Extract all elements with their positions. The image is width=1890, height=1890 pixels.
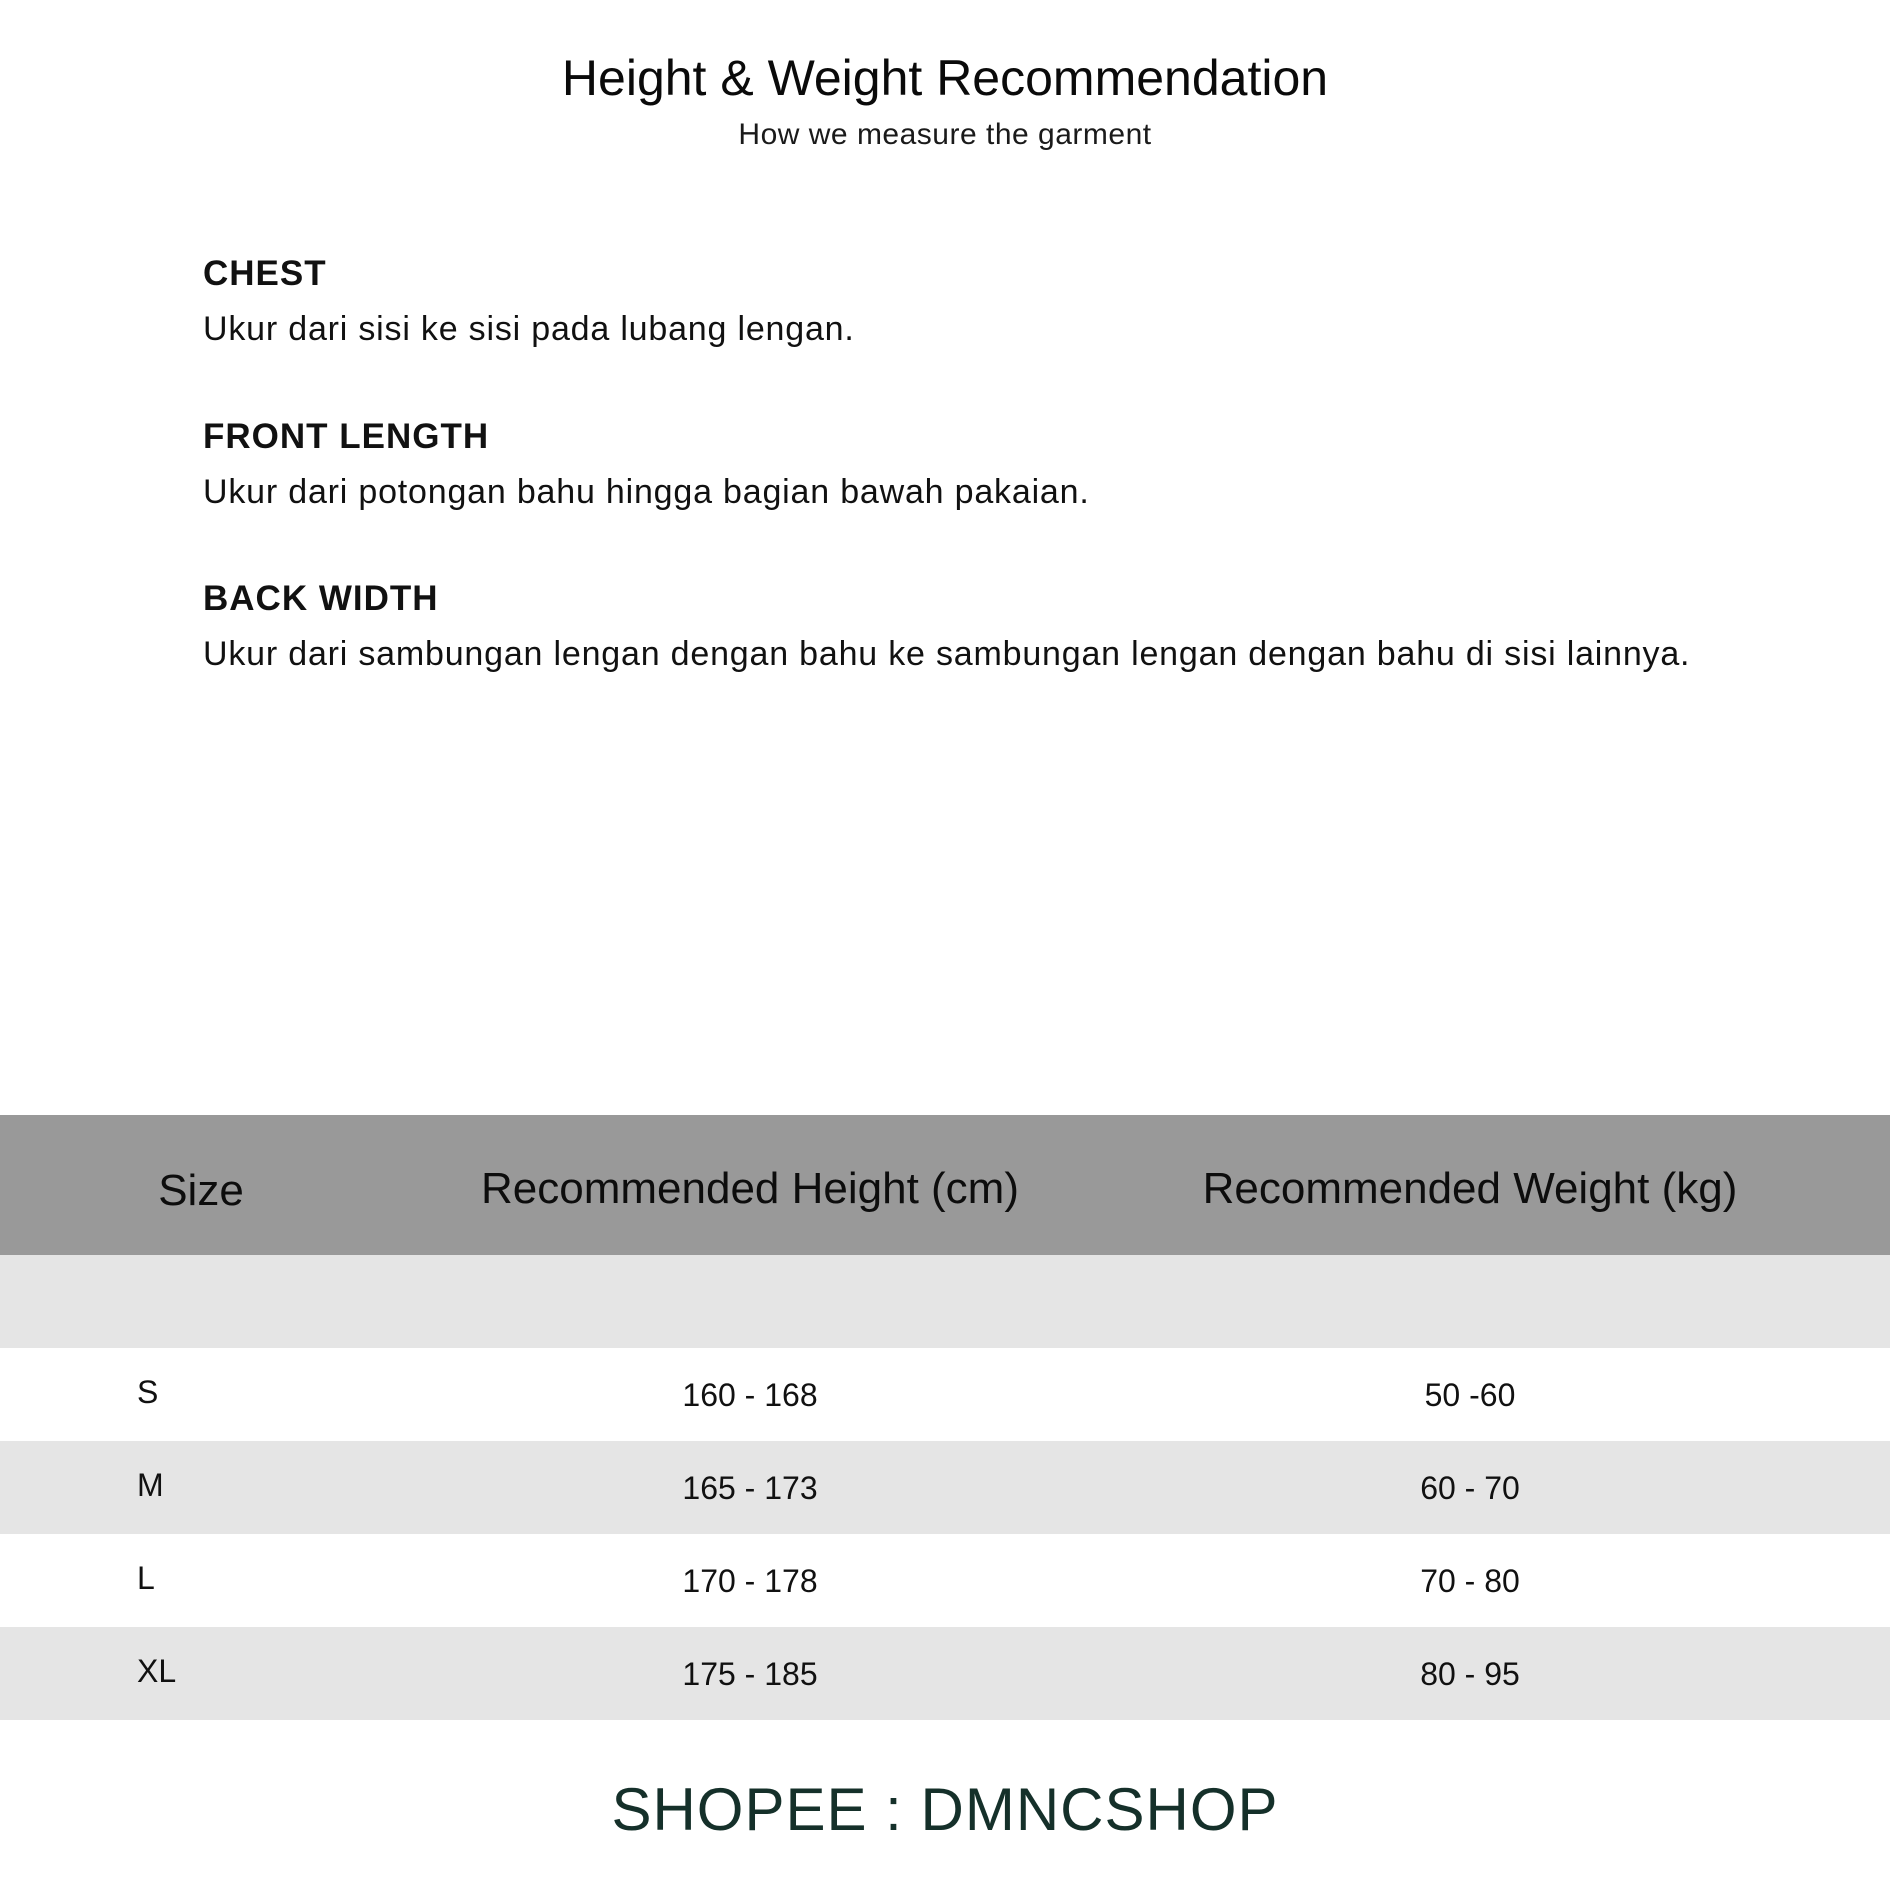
table-row bbox=[0, 1534, 1890, 1627]
column-header-size: Size bbox=[158, 1166, 244, 1215]
table-row bbox=[0, 1441, 1890, 1534]
page-subtitle: How we measure the garment bbox=[738, 118, 1152, 151]
measurement-front-length bbox=[203, 416, 1803, 513]
cell-height: 170 - 178 bbox=[682, 1563, 818, 1599]
cell-weight: 70 - 80 bbox=[1420, 1563, 1520, 1599]
measurement-chest bbox=[203, 253, 1803, 350]
cell-height: 165 - 173 bbox=[682, 1470, 818, 1506]
measurement-heading: FRONT LENGTH bbox=[203, 417, 490, 456]
table-header-row bbox=[0, 1115, 1890, 1255]
cell-height: 160 - 168 bbox=[682, 1377, 818, 1413]
cell-weight: 80 - 95 bbox=[1420, 1656, 1520, 1692]
cell-weight: 60 - 70 bbox=[1420, 1470, 1520, 1506]
measurement-description: Ukur dari sambungan lengan dengan bahu ke sambungan lengan dengan bahu di sisi lainnya. bbox=[203, 635, 1691, 673]
column-header-weight: Recommended Weight (kg) bbox=[1202, 1164, 1738, 1213]
column-header-height: Recommended Height (cm) bbox=[481, 1164, 1019, 1213]
table-row bbox=[0, 1627, 1890, 1720]
measurement-heading: BACK WIDTH bbox=[203, 579, 439, 618]
shop-footer: SHOPEE : DMNCSHOP bbox=[611, 1776, 1279, 1843]
cell-size: XL bbox=[137, 1653, 177, 1689]
measurement-description: Ukur dari sisi ke sisi pada lubang lengan. bbox=[203, 310, 855, 348]
page-title: Height & Weight Recommendation bbox=[561, 50, 1329, 106]
size-table bbox=[0, 1115, 1890, 1720]
table-row-empty bbox=[0, 1255, 1890, 1348]
cell-weight: 50 -60 bbox=[1424, 1377, 1516, 1413]
measurement-heading: CHEST bbox=[203, 254, 327, 293]
table-row bbox=[0, 1348, 1890, 1441]
measurement-back-width bbox=[203, 578, 1803, 675]
cell-size: S bbox=[137, 1374, 159, 1410]
cell-size: L bbox=[137, 1560, 155, 1596]
cell-height: 175 - 185 bbox=[682, 1656, 818, 1692]
measurement-description: Ukur dari potongan bahu hingga bagian bawah pakaian. bbox=[203, 473, 1090, 511]
cell-size: M bbox=[137, 1467, 164, 1503]
